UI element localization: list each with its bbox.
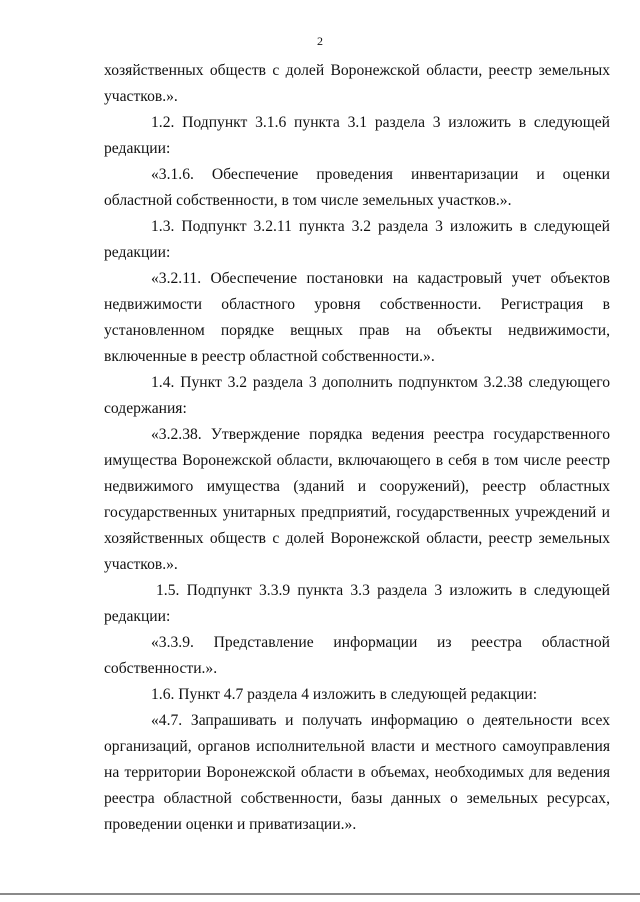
paragraph-quote-4-7: «4.7. Запрашивать и получать информацию о деятельности всех организаций, органов исполнительной власти и местного самоуправления на территории Воронежской области в объемах, необходимых для ведения реестра областной собственности, базы данных о земельных ресурсах, проведении оценки и приватизации.». (104, 712, 610, 833)
paragraph-quote-3-2-38: «3.2.38. Утверждение порядка ведения реестра государственного имущества Воронежской области, включающего в себя в том числе реестр недвижимого имущества (зданий и сооружений), реестр областных государственных унитарных предприятий, государственных учреждений и хозяйственных обществ с долей Воронежской области, реестр земельных участков.». (104, 426, 610, 573)
paragraph-1-5: 1.5. Подпункт 3.3.9 пункта 3.3 раздела 3 изложить в следующей редакции: (104, 582, 610, 625)
document-body (104, 58, 610, 838)
paragraph-quote-3-3-9: «3.3.9. Представление информации из реестра областной собственности.». (104, 634, 610, 677)
paragraph-1-6: 1.6. Пункт 4.7 раздела 4 изложить в следующей редакции: (151, 686, 538, 703)
paragraph-quote-3-1-6: «3.1.6. Обеспечение проведения инвентаризации и оценки областной собственности, в том числе земельных участков.». (104, 166, 610, 209)
paragraph-continuation: хозяйственных обществ с долей Воронежской области, реестр земельных участков.». (104, 62, 610, 105)
paragraph-1-3: 1.3. Подпункт 3.2.11 пункта 3.2 раздела 3 изложить в следующей редакции: (104, 218, 610, 261)
paragraph-quote-3-2-11: «3.2.11. Обеспечение постановки на кадастровый учет объектов недвижимости областного уровня собственности. Регистрация в установленном порядке вещных прав на объекты недвижимости, включенные в реестр областной собственности.». (104, 270, 610, 365)
paragraph-1-2: 1.2. Подпункт 3.1.6 пункта 3.1 раздела 3 изложить в следующей редакции: (104, 114, 610, 157)
paragraph-1-4: 1.4. Пункт 3.2 раздела 3 дополнить подпунктом 3.2.38 следующего содержания: (104, 374, 610, 417)
page-number: 2 (317, 34, 323, 48)
bottom-edge-line (0, 893, 640, 895)
